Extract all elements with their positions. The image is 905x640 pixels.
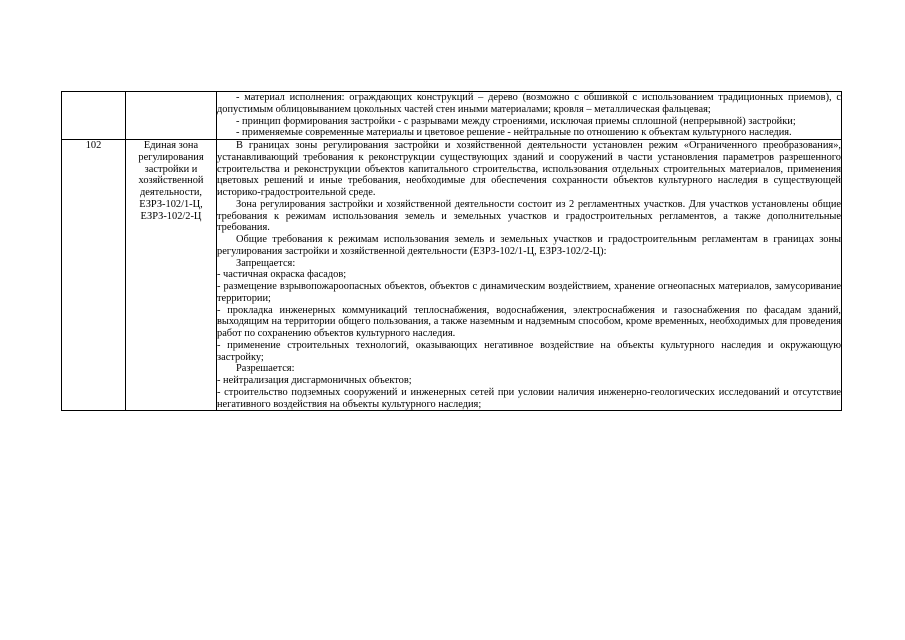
requirement-paragraph: В границах зоны регулирования застройки и хозяйственной деятельности установлен режим «Ограниченного преобразования», устанавливающий требования к реконструкции существующих зданий и сооружений в части установления параметров разрешенного строительства и реконструкции объектов капитального строительства, использования отдельных строительных материалов, применения цветовых решений и иные требования, необходимые для обеспечения сохранности объектов культурного наследия в существующей историко-градостроительной среде.	[217, 140, 841, 198]
requirement-item: - частичная окраска фасадов;	[217, 269, 347, 281]
requirement-item: - применение строительных технологий, оказывающих негативное воздействие на объекты культурного наследия и окружающую застройку;	[217, 339, 841, 363]
table-row	[62, 140, 842, 411]
row-number-cell: 102	[62, 140, 126, 411]
regulation-table	[61, 91, 842, 411]
requirement-paragraph: - применяемые современные материалы и цветовое решение - нейтральные по отношению к объектам культурного наследия.	[236, 127, 792, 139]
zone-name-line: Единая зона	[143, 140, 199, 151]
zone-name-cell	[126, 140, 217, 411]
requirements-cell	[217, 92, 842, 140]
zone-name-line: застройки и	[144, 163, 198, 175]
requirement-paragraph: - материал исполнения: ограждающих конструкций – дерево (возможно с обшивкой с использованием традиционных приемов), с допустимым облицовыванием цокольных частей стен иными материалами; кровля – металлическая фальцевая;	[217, 92, 841, 115]
requirement-heading-prohibited: Запрещается:	[236, 257, 296, 269]
requirement-item: - нейтрализация дисгармоничных объектов;	[217, 375, 412, 386]
requirement-item: - размещение взрывопожароопасных объектов, объектов с динамическим воздействием, хранение огнеопасных материалов, замусоривание территории;	[217, 281, 841, 304]
requirement-paragraph: Зона регулирования застройки и хозяйственной деятельности состоит из 2 регламентных участков. Для участков установлены общие требования к режимам использования земель и земельных участков и градостроительных регламентов, а также дополнительные требования.	[217, 198, 841, 234]
requirement-item: - строительство подземных сооружений и инженерных сетей при условии наличия инженерно-геологических исследований и отсутствие негативного воздействия на объекты культурного наследия;	[217, 386, 841, 410]
zone-name-line: ЕЗРЗ-102/2-Ц	[140, 210, 202, 222]
requirement-item: - прокладка инженерных коммуникаций теплоснабжения, водоснабжения, электроснабжения и газоснабжения по фасадам зданий, выходящим на территории общего пользования, а также наземным и надземным способом, кроме временных, необходимых для проведения работ по сохранению объектов культурного наследия.	[217, 304, 841, 339]
requirement-paragraph: - принцип формирования застройки - с разрывами между строениями, исключая приемы сплошной (непрерывной) застройки;	[236, 115, 796, 127]
zone-name-line: ЕЗРЗ-102/1-Ц,	[139, 198, 203, 210]
requirements-cell	[217, 140, 842, 411]
row-number-cell	[62, 92, 126, 140]
zone-name-line: регулирования	[138, 151, 204, 163]
requirement-heading-permitted: Разрешается:	[236, 363, 295, 375]
zone-name-cell	[126, 92, 217, 140]
zone-name-line: хозяйственной	[138, 175, 204, 187]
zone-name-line: деятельности,	[139, 187, 203, 198]
table-row	[62, 92, 842, 140]
requirement-paragraph: Общие требования к режимам использования земель и земельных участков и градостроительным регламентам в границах зоны регулирования застройки и хозяйственной деятельности (ЕЗРЗ-102/1-Ц, ЕЗРЗ-102/2-Ц):	[217, 234, 841, 257]
